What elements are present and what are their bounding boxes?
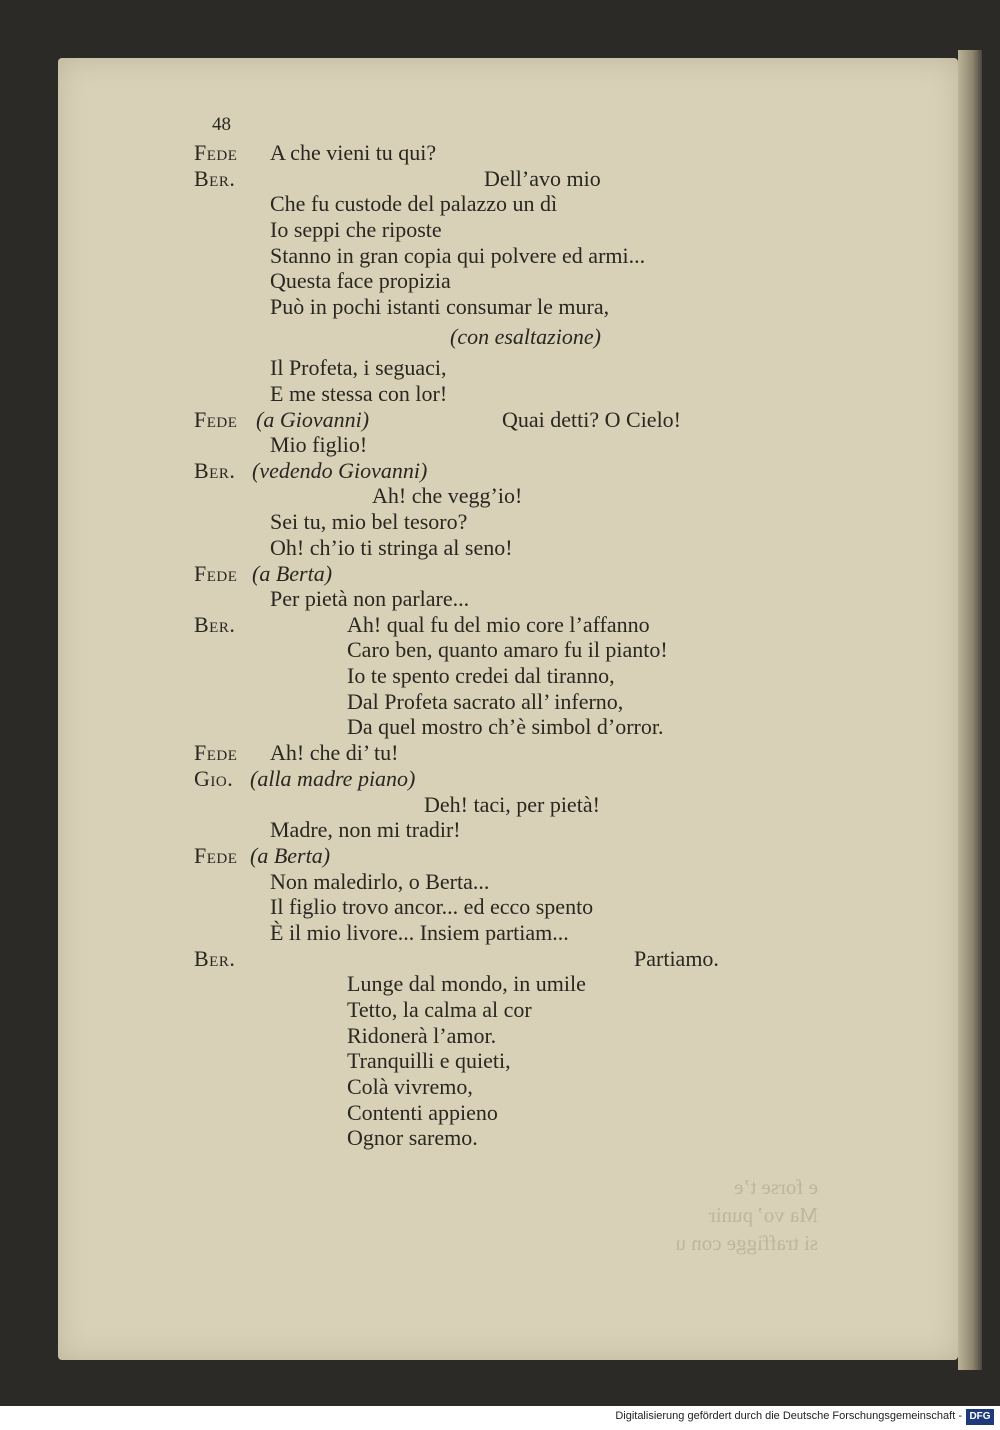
speaker-label: Fede	[194, 843, 238, 868]
stage-direction: (con esaltazione)	[450, 324, 601, 349]
verse-line: Lunge dal mondo, in umile	[347, 971, 586, 996]
verse-line: Madre, non mi tradir!	[270, 817, 461, 842]
verse-line: È il mio livore... Insiem partiam...	[270, 920, 569, 945]
bleed-through-text: si traffigge con u	[675, 1231, 818, 1255]
speaker-label: Fede	[194, 740, 238, 765]
verse-line: Oh! ch’io ti stringa al seno!	[270, 535, 513, 560]
verse-line: Il figlio trovo ancor... ed ecco spento	[270, 894, 594, 919]
speaker-label: Gio.	[194, 766, 234, 791]
footer-bar	[0, 1406, 1000, 1430]
verse-line: Ah! qual fu del mio core l’affanno	[347, 612, 650, 637]
speaker-label: Fede	[194, 140, 238, 165]
stage-direction: (a Giovanni)	[256, 407, 370, 432]
verse-line: Da quel mostro ch’è simbol d’orror.	[347, 714, 664, 739]
verse-line: Il Profeta, i seguaci,	[270, 355, 447, 380]
verse-line: Stanno in gran copia qui polvere ed armi...	[270, 243, 646, 268]
verse-line: Tetto, la calma al cor	[347, 997, 532, 1022]
verse-line: Quai detti? O Cielo!	[502, 407, 682, 432]
verse-line: Può in pochi istanti consumar le mura,	[270, 294, 610, 319]
verse-line: A che vieni tu qui?	[270, 140, 437, 165]
speaker-label: Ber.	[194, 946, 236, 971]
verse-line: Io seppi che riposte	[270, 217, 442, 242]
verse-line: Caro ben, quanto amaro fu il pianto!	[347, 637, 668, 662]
verse-line: Ah! che vegg’io!	[372, 483, 523, 508]
stage-direction: (vedendo Giovanni)	[252, 458, 428, 483]
dfg-logo: DFG	[966, 1409, 994, 1425]
verse-line: E me stessa con lor!	[270, 381, 448, 406]
verse-line: Per pietà non parlare...	[270, 586, 470, 611]
verse-line: Che fu custode del palazzo un dì	[270, 191, 558, 216]
speaker-label: Fede	[194, 407, 238, 432]
verse-line: Tranquilli e quieti,	[347, 1048, 511, 1073]
verse-line: Non maledirlo, o Berta...	[270, 869, 490, 894]
bleed-through-text: e forse t’e	[734, 1175, 818, 1199]
verse-line: Deh! taci, per pietà!	[424, 792, 600, 817]
verse-line: Ognor saremo.	[347, 1125, 478, 1150]
page-number: 48	[212, 114, 231, 135]
stage-direction: (alla madre piano)	[250, 766, 416, 791]
speaker-label: Ber.	[194, 458, 236, 483]
verse-line: Dal Profeta sacrato all’ inferno,	[347, 689, 624, 714]
speaker-label: Ber.	[194, 166, 236, 191]
verse-line: Mio figlio!	[270, 432, 368, 457]
speaker-label: Fede	[194, 561, 238, 586]
verse-line: Ah! che di’ tu!	[270, 740, 399, 765]
verse-line: Sei tu, mio bel tesoro?	[270, 509, 468, 534]
funding-credit: Digitalisierung gefördert durch die Deutsche Forschungsgemeinschaft -	[615, 1410, 962, 1422]
bleed-through-text: Ma vo’ punir	[708, 1203, 818, 1227]
stage-direction: (a Berta)	[250, 843, 331, 868]
verse-line: Io te spento credei dal tiranno,	[347, 663, 615, 688]
verse-line: Contenti appieno	[347, 1100, 498, 1125]
stage-direction: (a Berta)	[252, 561, 333, 586]
verse-line: Partiamo.	[634, 946, 719, 971]
verse-line: Questa face propizia	[270, 268, 451, 293]
verse-line: Ridonerà l’amor.	[347, 1023, 497, 1048]
speaker-label: Ber.	[194, 612, 236, 637]
verse-line: Colà vivremo,	[347, 1074, 473, 1099]
verse-line: Dell’avo mio	[484, 166, 601, 191]
